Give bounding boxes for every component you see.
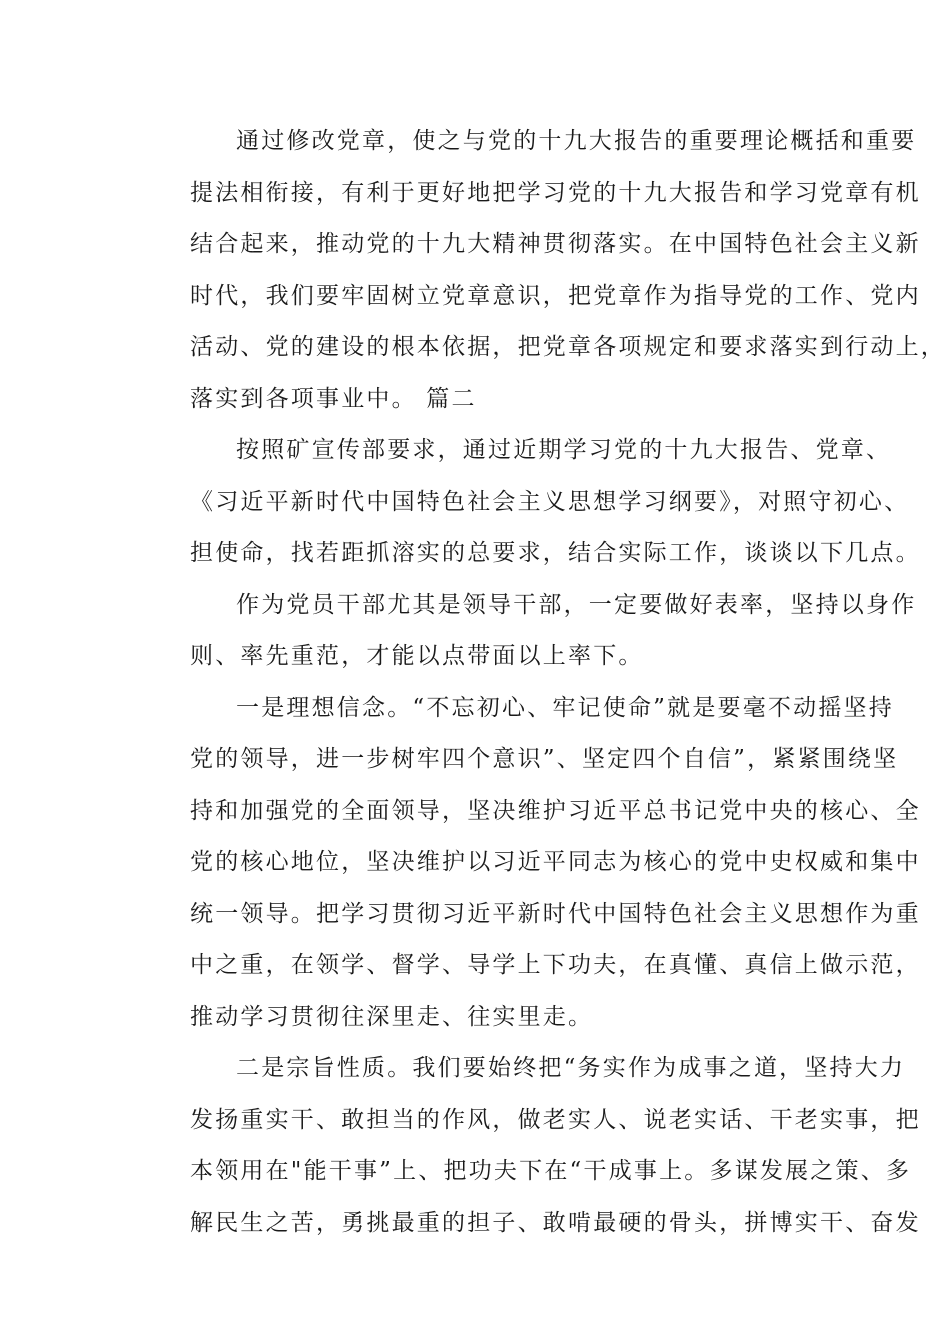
text-line: 本领用在"能干事”上、把功夫下在“干成事上。多谋发展之策、多 <box>190 1158 912 1184</box>
text-line: 作为党员干部尤其是领导干部，一定要做好表率，坚持以身作 <box>236 591 917 618</box>
text-line: 发扬重实干、敢担当的作风，做老实人、说老实话、干老实事，把 <box>190 1106 921 1133</box>
text-line: 《习近平新时代中国特色社会主义思想学习纲要》，对照守初心、 <box>190 488 910 515</box>
text-line: 时代，我们要牢固树立党章意识，把党章作为指导党的工作、党内 <box>190 282 921 309</box>
paragraph-2 <box>144 425 921 580</box>
text-line: 活动、党的建设的根本依据，把党章各项规定和要求落实到行动上， <box>190 334 946 360</box>
text-line: 提法相衔接，有利于更好地把学习党的十九大报告和学习党章有机 <box>190 179 921 206</box>
text-line: 党的核心地位，坚决维护以习近平同志为核心的党中史权威和集中 <box>190 849 921 875</box>
text-line: 二是宗旨性质。我们要始终把“务实作为成事之道，坚持大力 <box>236 1055 906 1081</box>
text-line: 落实到各项事业中。 篇二 <box>190 385 477 412</box>
text-line: 推动学习贯彻往深里走、往实里走。 <box>190 1003 594 1030</box>
paragraph-4 <box>144 683 921 1044</box>
text-line: 结合起来，推动党的十九大精神贯彻落实。在中国特色社会主义新 <box>190 231 921 257</box>
text-line: 解民生之苦，勇挑最重的担子、敢啃最硬的骨头，拼博实干、奋发 <box>190 1209 921 1236</box>
paragraph-5 <box>144 1043 921 1249</box>
paragraph-1 <box>144 116 946 425</box>
text-line: 担使命，找若距抓溶实的总要求，结合实际工作，谈谈以下几点。 <box>190 540 921 566</box>
document-body <box>144 116 946 1249</box>
text-line: 党的领导，进一步树牢四个意识”、坚定四个自信”，紧紧围绕坚 <box>190 746 899 772</box>
paragraph-3 <box>144 580 917 683</box>
text-line: 统一领导。把学习贯彻习近平新时代中国特色社会主义思想作为重 <box>190 900 921 927</box>
text-line: 持和加强党的全面领导，坚决维护习近平总书记党中央的核心、全 <box>190 797 921 824</box>
text-line: 通过修改党章，使之与党的十九大报告的重要理论概括和重要 <box>236 128 917 154</box>
text-line: 一是理想信念。“不忘初心、牢记使命”就是要毫不动摇坚持 <box>236 694 894 721</box>
text-line: 按照矿宣传部要求，通过近期学习党的十九大报告、党章、 <box>236 437 892 463</box>
text-line: 则、率先重范，才能以点带面以上率下。 <box>190 643 644 669</box>
text-line: 中之重，在领学、督学、导学上下功夫，在真懂、真信上做示范， <box>190 952 921 978</box>
